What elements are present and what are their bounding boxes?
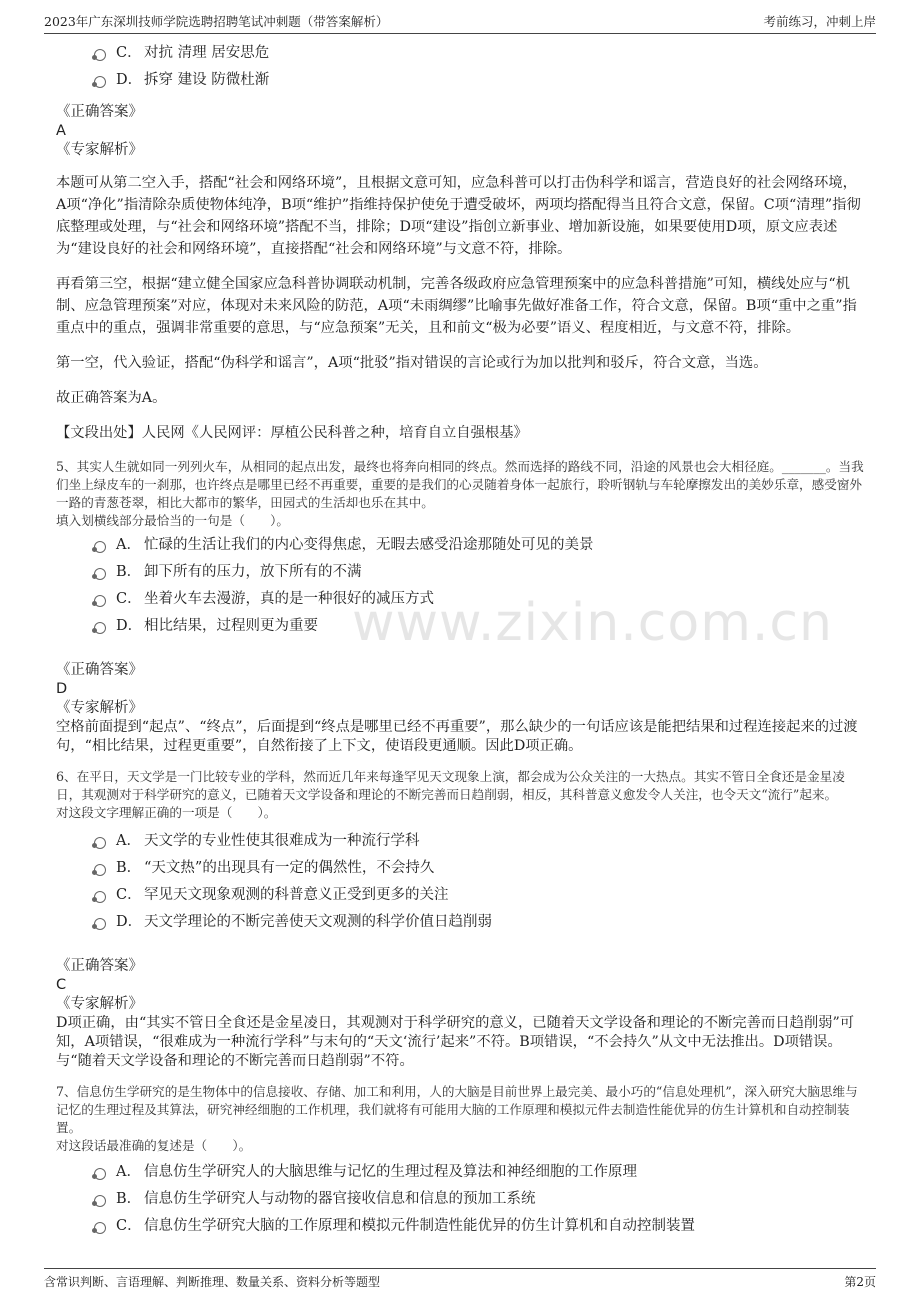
radio-icon[interactable] — [94, 864, 106, 876]
radio-icon[interactable] — [94, 568, 106, 580]
page-header — [44, 12, 876, 34]
analysis-paragraph: D项正确，由“其实不管日全食还是金星凌日，其观测对于科学研究的意义，已随着天文学设备和理论的不断完善而日趋削弱”可知，A项错误，“很难成为一种流行学科”与末句的“天文‘流行’起来”不符。B项错误，“不会持久”从文中无法推出。D项错误。与“随着天文学设备和理论的不断完善而日趋削弱”不符。 — [56, 1015, 855, 1069]
radio-icon[interactable] — [94, 595, 106, 607]
source-citation: 【文段出处】人民网《人民网评：厚植公民科普之种，培育自立自强根基》 — [56, 425, 528, 441]
option-b[interactable]: B． 卸下所有的压力，放下所有的不满 — [56, 559, 864, 586]
question-prompt: 填入划横线部分最恰当的一句是（ ）。 — [56, 513, 289, 528]
radio-icon[interactable] — [94, 891, 106, 903]
header-slogan: 考前练习，冲刺上岸 — [763, 14, 876, 29]
analysis-paragraph: 本题可从第二空入手，搭配“社会和网络环境”，且根据文意可知，应急科普可以打击伪科学和谣言，营造良好的社会网络环境，A项“净化”指清除杂质使物体纯净，B项“维护”指维持保护使免于遭受破坏，两项均搭配得当且符合文意，保留。C项“清理”指彻底整理或处理，与“社会和网络环境”搭配不当，排除；D项“建设”指创立新事业、增加新设施，如果要使用D项，原文应表述为“建设良好的社会和网络环境”，直接搭配“社会和网络环境”与文意不符，排除。 — [56, 175, 861, 257]
question-stem: 6、在平日，天文学是一门比较专业的学科，然而近几年来每逢罕见天文现象上演，都会成为公众关注的一大热点。其实不管日全食还是金星凌日，其观测对于科学研究的意义，已随着天文学设备和理论的不断完善而日趋削弱，相反，其科普意义愈发令人关注，也令天文“流行”起来。 — [56, 769, 845, 802]
analysis-paragraph: 空格前面提到“起点”、“终点”，后面提到“终点是哪里已经不再重要”，那么缺少的一句话应该是能把结果和过程连接起来的过渡句，“相比结果，过程更重要”，自然衔接了上下文，使语段更通顺。因此D项正确。 — [56, 719, 858, 754]
question-6 — [56, 768, 864, 1071]
analysis-paragraph: 再看第三空，根据“建立健全国家应急科普协调联动机制，完善各级政府应急管理预案中的应急科普措施”可知，横线处应与“机制、应急管理预案”对应，体现对未来风险的防范，A项“未雨绸缪”比喻事先做好准备工作，符合文意，保留。B项“重中之重”指重点中的重点，强调非常重要的意思，与“应急预案”无关，且和前文“极为必要”语义、程度相近，与文意不符，排除。 — [56, 276, 857, 336]
question-stem: 7、信息仿生学研究的是生物体中的信息接收、存储、加工和利用，人的大脑是目前世界上最完美、最小巧的“信息处理机”，深入研究大脑思维与记忆的生理过程及其算法，研究神经细胞的工作机理，我们就将有可能用大脑的工作原理和模拟元件去制造性能优异的仿生计算机和自动控制装置。 — [56, 1084, 858, 1135]
question-7 — [56, 1083, 864, 1240]
option-c[interactable]: C． 信息仿生学研究大脑的工作原理和模拟元件制造性能优异的仿生计算机和自动控制装置 — [56, 1213, 864, 1240]
option-a[interactable]: A． 天文学的专业性使其很难成为一种流行学科 — [56, 828, 864, 855]
footer-note: 含常识判断、言语理解、判断推理、数量关系、资料分析等题型 — [44, 1275, 381, 1289]
answer-label: 《正确答案》 — [56, 958, 143, 974]
radio-icon[interactable] — [94, 76, 106, 88]
page-number: 第2页 — [844, 1275, 876, 1289]
question-stem: 5、其实人生就如同一列列火车，从相同的起点出发，最终也将奔向相同的终点。然而选择的路线不同，沿途的风景也会大相径庭。_______。当我们坐上绿皮车的一刹那，也许终点是哪里已经不再重要，重要的是我们的心灵随着身体一起旅行，聆听钢轨与车轮摩擦发出的美妙乐章，感受窗外一路的青葱苍翠，相比大都市的繁华，田园式的生活却也乐在其中。 — [56, 459, 864, 510]
radio-icon[interactable] — [94, 1195, 106, 1207]
page-footer — [44, 1268, 876, 1288]
answer-value: C — [56, 977, 67, 993]
option-a[interactable]: A． 忙碌的生活让我们的内心变得焦虑，无暇去感受沿途那随处可见的美景 — [56, 532, 864, 559]
option-a[interactable]: A． 信息仿生学研究人的大脑思维与记忆的生理过程及算法和神经细胞的工作原理 — [56, 1159, 864, 1186]
answer-value: A — [56, 123, 66, 139]
watermark: www.zixin.com.cn — [352, 593, 833, 653]
analysis-label: 《专家解析》 — [56, 996, 143, 1012]
radio-icon[interactable] — [94, 1222, 106, 1234]
analysis-paragraph: 第一空，代入验证，搭配“伪科学和谣言”，A项“批驳”指对错误的言论或行为加以批判和驳斥，符合文意，当选。 — [56, 355, 768, 371]
analysis-label: 《专家解析》 — [56, 700, 143, 716]
answer-label: 《正确答案》 — [56, 662, 143, 678]
radio-icon[interactable] — [94, 837, 106, 849]
radio-icon[interactable] — [94, 1168, 106, 1180]
option-d[interactable]: D． 相比结果，过程则更为重要 — [56, 613, 864, 640]
question-5 — [56, 458, 864, 756]
radio-icon[interactable] — [94, 622, 106, 634]
option-d[interactable]: D． 拆穿 建设 防微杜渐 — [56, 67, 864, 94]
answer-label: 《正确答案》 — [56, 104, 143, 120]
option-c[interactable]: C． 罕见天文现象观测的科普意义正受到更多的关注 — [56, 882, 864, 909]
analysis-conclusion: 故正确答案为A。 — [56, 390, 167, 406]
question-4 — [56, 40, 864, 444]
radio-icon[interactable] — [94, 49, 106, 61]
option-c[interactable]: C． 对抗 清理 居安思危 — [56, 40, 864, 67]
radio-icon[interactable] — [94, 918, 106, 930]
option-b[interactable]: B． 信息仿生学研究人与动物的器官接收信息和信息的预加工系统 — [56, 1186, 864, 1213]
question-prompt: 对这段文字理解正确的一项是（ ）。 — [56, 805, 277, 820]
answer-value: D — [56, 681, 68, 697]
page-content — [56, 40, 864, 1240]
radio-icon[interactable] — [94, 541, 106, 553]
option-b[interactable]: B． “天文热”的出现具有一定的偶然性，不会持久 — [56, 855, 864, 882]
option-d[interactable]: D． 天文学理论的不断完善使天文观测的科学价值日趋削弱 — [56, 909, 864, 936]
document-title: 2023年广东深圳技师学院选聘招聘笔试冲刺题（带答案解析） — [44, 14, 389, 29]
analysis-label: 《专家解析》 — [56, 142, 143, 158]
option-c[interactable]: C． 坐着火车去漫游，真的是一种很好的减压方式 — [56, 586, 864, 613]
question-prompt: 对这段话最准确的复述是（ ）。 — [56, 1138, 252, 1153]
